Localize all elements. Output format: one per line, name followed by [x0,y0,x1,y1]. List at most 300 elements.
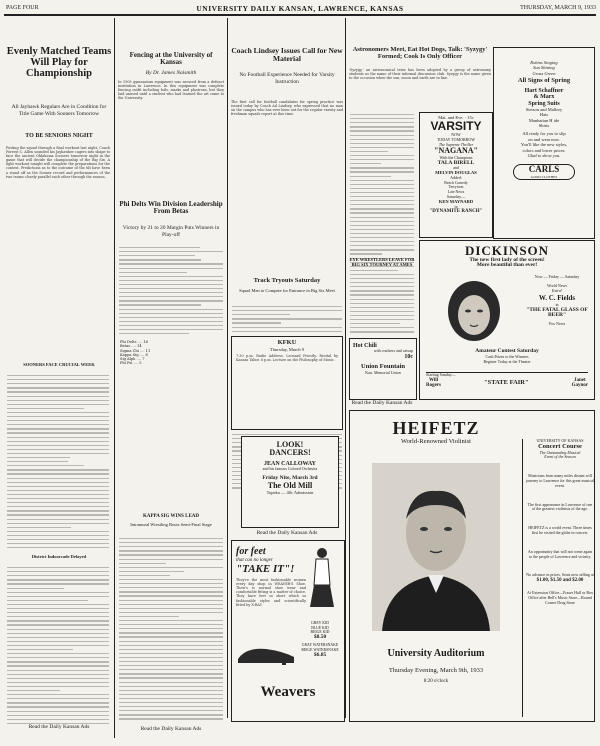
greek-line [119,309,223,310]
greek-line [119,288,223,289]
weavers-list5: BEIGE WATERSNAKE [301,647,339,652]
heifetz-date: Thursday Evening, March 9th, 1933 [388,667,484,674]
dickinson-s4: Gaynor [571,383,588,389]
col1-body-filler [6,373,110,553]
weavers-price-a: $8.50 [313,633,327,640]
varsity-title: "NAGANA" [434,146,478,156]
dickinson-tag2: More beautiful than ever! [476,262,538,269]
greek-line [7,531,109,532]
table-row: Phi Psi .... 5 [120,361,142,366]
dickinson-s3: Janet [573,377,586,383]
greek-line [7,596,109,597]
weavers-ad [231,540,345,722]
greek-line [119,263,223,264]
greek-line [350,286,414,287]
radio-title: KFKU [277,339,297,346]
varsity-sat-label: Saturday— [446,194,466,200]
weavers-store: Weavers [260,684,316,700]
dickinson-s2: Rogers [426,383,441,389]
greek-line [119,686,223,687]
greek-line [7,494,109,495]
greek-line [119,632,223,633]
dickinson-showing: Now — Friday — Saturday [534,274,580,279]
col2-body: In 1905 gymnasium equipment was secured from a defunct institution in Lawrence. In this equipment was complete fencing outfit including foils, masks and plastrons, but they laid unused until a student who had learned the art came to the University. [118,80,226,101]
varsity-sat-star: KEN MAYNARD [438,199,474,205]
greek-line [350,253,382,254]
greek-line [7,665,109,666]
column-rule [227,18,228,718]
greek-line [7,478,109,479]
greek-line [350,245,414,246]
dancers-ad [241,436,339,528]
dickinson-register: Register Today at the Theater [483,358,531,364]
greek-line [350,229,414,230]
dancers-band-sub: and his famous Colored Orchestra [262,466,318,472]
col2-deck2: Victory by 21 to 20 Margin Puts Winners in Play-off [122,225,220,238]
greek-line [7,539,109,540]
greek-line [119,300,223,301]
greek-line [350,212,414,213]
col3-headline2: Track Tryouts Saturday [253,277,321,284]
table-row: Betas .... 14 [120,344,142,349]
greek-line [350,184,414,185]
greek-line [119,272,187,273]
greek-line [7,396,109,397]
greek-line [350,130,414,131]
greek-line [350,241,414,242]
greek-line [7,604,109,605]
dickinson-ad [419,240,595,400]
greek-line [7,461,68,462]
greek-line [350,155,414,156]
greek-line [119,628,223,629]
table-row: Kappa Sig .... 8 [120,352,148,357]
greek-line [7,408,84,409]
greek-line [232,331,342,332]
greek-line [7,391,109,392]
varsity-short1: Bench Comedy [444,180,468,185]
greek-line [7,698,109,699]
greek-line [7,457,70,458]
greek-line [119,563,166,564]
weavers-l1: for feet [236,546,266,557]
greek-line [7,514,109,515]
hart-l1: Hart Schaffner [524,87,564,94]
greek-line [7,510,109,511]
weavers-body: They're the most fashionable women every day shop in WEAVER'S Shoe. Their's is normal shoe wear and comfortable fitting is a matter of choice. They have feet so short which so fashionable styles and scientifically fitted by X-RAY. [236,578,308,607]
greek-line [119,645,223,646]
greek-line [350,171,414,172]
col3-headline: Coach Lindsey Issues Call for New Material [231,46,343,63]
varsity-sat-in: in [454,204,458,209]
varsity-sat-title: "DYNAMITE RANCH" [429,209,483,215]
weavers-price-b: $6.85 [313,651,327,658]
dancers-title: DANCERS! [269,448,311,458]
greek-line [119,268,223,269]
greek-line [119,329,223,330]
greek-line [119,247,200,248]
hart-tag2: Sun Shining [533,65,555,71]
greek-line [119,251,223,252]
varsity-added: Added: [450,174,462,180]
hart-head: All Signs of Spring [517,77,571,85]
greek-line [7,543,109,544]
greek-line [7,588,64,589]
greek-line [119,600,223,601]
greek-line [7,661,109,662]
col2-deck3: Intramural Wrestling Bouts Semi-Final Stage [130,522,212,527]
greek-line [350,192,414,193]
greek-line [119,280,223,281]
union-price: 10c [404,354,413,361]
heifetz-prices: $1.00, $1.50 and $2.00 [536,578,584,584]
greek-line [119,317,223,318]
greek-line [7,624,109,625]
col3-deck2: Squad Men to Compete for Entrance in Big Six Meet [239,288,335,293]
greek-line [350,180,414,181]
greek-line [119,296,223,297]
col2-body-filler [118,245,224,337]
greek-line [119,702,223,703]
greek-line [7,469,109,470]
greek-line [7,711,109,712]
greek-line [7,686,109,687]
greek-line [119,608,223,609]
greek-line [350,151,388,152]
greek-line [350,315,414,316]
standings-table [120,340,222,392]
greek-line [7,416,109,417]
greek-line [7,375,109,376]
weavers-list1: GREY KID [311,621,329,625]
varsity-star2: MELVIN DOUGLAS [435,170,477,176]
varsity-name: VARSITY [430,119,482,134]
greek-line [7,432,109,433]
greek-line [232,310,342,311]
greek-line [7,719,109,720]
greek-line [7,702,109,703]
greek-line [7,412,109,413]
dickinson-in: in [555,301,559,307]
hart-l7: Shirts [538,123,550,129]
col2-byline: By Dr. James Naismith [145,70,197,76]
dickinson-s-title: "STATE FAIR" [484,378,529,386]
greek-line [7,420,109,421]
greek-line [7,690,60,691]
table-row: Sigma Chi .... 11 [120,348,151,353]
greek-line [119,706,223,707]
greek-line [7,645,109,646]
greek-line [7,608,109,609]
greek-line [119,591,223,592]
greek-line [119,550,223,551]
greek-line [119,710,223,711]
greek-line [350,331,414,332]
greek-line [119,255,195,256]
greek-line [7,486,109,487]
varsity-star1: TALA BIRELL [437,159,475,166]
greek-line [7,633,109,634]
heifetz-name: HEIFETZ [392,418,480,438]
greek-line [7,473,109,474]
fashion-figure-illustration [304,545,340,615]
col3-credit: Read the Daily Kansan Ads [256,530,318,536]
hart-l11: colors and lower prices. [522,147,566,153]
col2-headline: Fencing at the University of Kansas [129,51,213,67]
carls-logo: CARLS GOOD CLOTHES [513,164,575,180]
varsity-top: Mat. and Eve. · 15c [438,115,474,120]
heifetz-sub: World-Renowned Violinist [401,437,471,445]
hart-l5: Hats [539,112,549,118]
dickinson-coming [426,372,588,397]
greek-line [350,176,391,177]
greek-line [119,542,223,543]
greek-line [350,204,414,205]
col1-subhead2: SOONERS FACE CRUCIAL WEEK [23,362,95,367]
varsity-and: and [453,165,459,171]
heifetz-p5: No advance in prices. Seats now selling at [526,572,594,578]
greek-line [119,284,223,285]
greek-line [7,600,88,601]
greek-line [7,706,109,707]
varsity-short2: Terrytoon [448,185,464,190]
greek-line [7,535,109,536]
greek-line [7,502,109,503]
greek-line [350,221,414,222]
greek-line [7,674,109,675]
union-fountain-ad [349,338,417,400]
greek-line [119,718,223,719]
greek-line [350,167,414,168]
column-rule [114,18,115,738]
greek-line [119,571,184,572]
greek-line [7,575,109,576]
col1-deck: All Jayhawk Regulars Are in Condition for Title Game With Sooners Tomorrow [11,104,107,117]
greek-line [232,318,342,319]
greek-line [350,290,414,291]
greek-line [350,122,414,123]
top-rule [4,14,596,16]
greek-line [7,571,109,572]
greek-line [350,299,414,300]
greek-line [350,126,414,127]
greek-line [350,139,414,140]
greek-line [7,694,109,695]
greek-line [7,404,109,405]
greek-line [7,612,109,613]
hart-l4: Stetson and Mallory [525,106,563,112]
varsity-line3: The Supreme Thriller [438,141,474,147]
radio-box [231,336,343,430]
dickinson-tag1: The new first lady of the screen! [469,256,545,263]
varsity-short3: Late News [447,189,465,194]
greek-line [7,383,109,384]
heifetz-venue: University Auditorium [387,648,485,659]
dickinson-title: "THE FATAL GLASS OF BEER" [526,306,588,319]
greek-line [350,114,414,115]
greek-line [7,629,109,630]
col2-subhead3: KAPPA SIG WINS LEAD [142,514,200,519]
greek-line [350,278,414,279]
greek-line [119,583,223,584]
greek-line [7,527,71,528]
greek-line [119,636,223,637]
col2-headline2: Phi Delts Win Division Leadership From Betas [119,200,223,216]
greek-line [7,379,109,380]
union-with: with crackers and catsup [373,348,413,354]
col1-subhead: TO BE SENIORS NIGHT [25,133,93,139]
greek-line [7,583,109,584]
greek-line [350,135,414,136]
col1-body: Putting the squad through a final workout last night, Coach Forrest C. Allen sounded his Jayhawker cagers into shape to face the ancient Oklahoma Sooners tomorrow night in the game that will decide the championship of the Big Six. A light workout tonight will complete the preparations for the contest. Predictions as to the outcome of the tilt have been a stand off as the Sooner record and performances of the two teams closely parallel each other through the season. [6,146,112,179]
greek-line [7,523,109,524]
greek-line [119,559,223,560]
col1-subhead3: District Indoorcade Delayed [31,554,87,559]
dickinson-starting: Starting Sunday— [426,372,456,377]
greek-line [119,313,223,314]
varsity-line2: TODAY TOMORROW [436,136,476,142]
greek-line [119,641,223,642]
weavers-l2: that can no longer [236,557,273,563]
table-row: Sig Alph .... 7 [120,357,145,362]
heifetz-time: 8:20 o'clock [423,679,449,684]
greek-line [7,616,109,617]
dickinson-prizes: Cash Prizes to the Winners [485,353,529,359]
greek-line [350,307,414,308]
weavers-list2: BLUE KID [311,625,329,630]
masthead: UNIVERSITY DAILY KANSAN, LAWRENCE, KANSAS [196,4,404,13]
dancers-venue: The Old Mill [267,480,313,490]
greek-line [350,208,414,209]
dickinson-star: W. C. Fields [538,294,576,303]
greek-line [7,465,84,466]
greek-line [119,620,223,621]
dancers-band: JEAN CALLOWAY [264,460,316,467]
folio-right: THURSDAY, MARCH 9, 1933 [520,5,596,11]
greek-line [119,579,223,580]
greek-line [7,387,109,388]
violinist-portrait-image [372,463,500,631]
greek-line [350,323,400,324]
greek-line [350,233,414,234]
dickinson-contest: Amateur Contest Saturday [475,348,539,354]
greek-line [119,624,223,625]
hart-tag3: Grass Green [532,70,556,76]
greek-line [119,612,223,613]
greek-line [119,661,223,662]
greek-line [232,327,342,328]
greek-line [350,311,414,312]
greek-line [119,649,223,650]
heifetz-p2: The first appearance in Lawrence of one of the greatest violinists of the age. [527,501,593,512]
greek-line [119,657,223,658]
col3-body-filler [231,304,343,334]
table-row: Phi Delts .... 16 [120,340,148,344]
hart-tag1: Robins Singing [530,60,558,65]
greek-line [232,314,290,315]
greek-line [350,118,414,119]
heifetz-side-tag1: The Outstanding Musical [539,449,581,455]
union-title: Hot Chili [353,343,377,349]
greek-line [119,587,223,588]
hart-l2: & Marx [533,94,555,101]
col4-credit: Read the Daily Kansan Ads [351,400,413,406]
varsity-with: With the Champions [439,154,473,160]
greek-line [119,546,223,547]
greek-line [119,653,223,654]
greek-line [119,665,223,666]
heifetz-side-org: UNIVERSITY OF KANSAS [536,438,584,443]
weavers-list3: BEIGE KID [310,630,330,635]
greek-line [232,322,281,323]
greek-line [7,482,109,483]
dickinson-news: Fox News [548,321,566,327]
actress-portrait-image [426,275,522,347]
col1-headline: Evenly Matched Teams Will Play for Championship [6,46,112,80]
greek-line [119,682,223,683]
hart-schaffner-ad [493,47,595,239]
greek-line [7,653,109,654]
greek-line [7,445,109,446]
greek-line [350,225,414,226]
greek-line [7,519,109,520]
greek-line [350,327,414,328]
greek-line [350,147,414,148]
greek-line [7,620,109,621]
heifetz-side-tag2: Event of the Season [544,454,576,460]
col4-body-filler [349,112,415,336]
greek-line [7,670,109,671]
greek-line [119,567,223,568]
greek-line [7,579,109,580]
col3-deck: No Football Experience Needed for Varsity Instruction [239,72,335,85]
greek-line [350,249,414,250]
dickinson-extra: Extra! [551,287,563,293]
greek-line [119,538,223,539]
greek-line [7,424,109,425]
greek-line [7,567,109,568]
radio-body: 7:30 p.m. Radio Address, Leonard Priestly. Recital by Kansas Tabor. 8 p.m. Lecture on the Philosophy of Music. [236,354,340,363]
greek-line [119,673,223,674]
greek-line [350,303,414,304]
hart-l9: on and wear now. [528,136,560,142]
greek-line [350,163,381,164]
col2-body-filler-2 [118,536,224,724]
greek-line [350,200,414,201]
greek-line [7,641,109,642]
greek-line [7,441,109,442]
greek-line [119,714,223,715]
column-rule [345,18,346,718]
greek-line [7,657,109,658]
greek-line [119,595,223,596]
greek-line [119,292,223,293]
greek-line [7,453,109,454]
greek-line [232,306,342,307]
greek-line [119,333,189,334]
radio-date: Thursday, March 9 [269,346,305,352]
greek-line [119,669,223,670]
greek-line [7,428,109,429]
varsity-line1: NOW [451,131,461,137]
greek-line [7,498,109,499]
col1-body-filler-2 [6,565,110,725]
greek-line [350,143,414,144]
greek-line [350,217,414,218]
greek-line [119,616,179,617]
greek-line [350,282,414,283]
weavers-l3: "TAKE IT"! [236,562,295,575]
